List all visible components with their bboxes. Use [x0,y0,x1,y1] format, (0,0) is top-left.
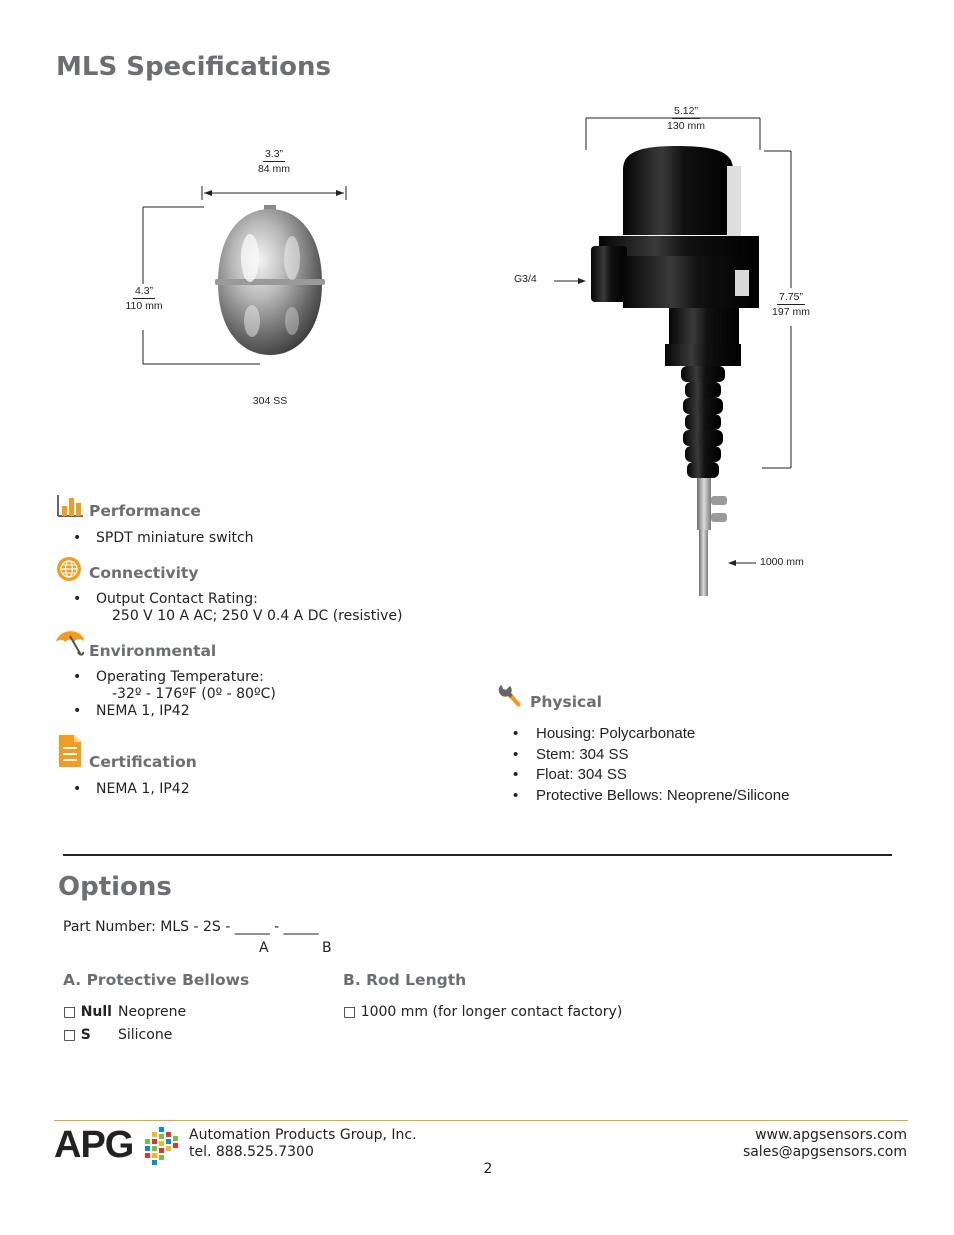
list-item: • SPDT miniature switch [56,530,254,547]
globe-icon [56,556,82,582]
float-width-mm: 84 mm [257,163,291,175]
bellows-option-null[interactable] [63,1004,187,1020]
switch-height-in: 7.75” [779,291,803,303]
certification-list [56,781,190,798]
option-code: S [80,1027,91,1043]
float-width-in: 3.3” [264,148,284,160]
rod-length-label: 1000 mm [760,556,804,568]
document-icon [57,733,83,769]
contact-rating-label: Output Contact Rating: [96,591,258,607]
float-width-dimension [244,147,304,176]
part-number-label-a: A [259,940,269,956]
float-height-in: 4.3” [134,285,154,297]
page-title: MLS Specifications [56,52,331,82]
connectivity-list [56,591,402,625]
rod-length-title: B. Rod Length [343,971,467,989]
list-item: • Float: 304 SS [496,765,789,786]
option-desc: Neoprene [118,1004,187,1020]
list-item: • Stem: 304 SS [496,745,789,766]
list-item [56,591,402,625]
float-material-label: 304 SS [252,395,288,407]
option-code: Null [80,1004,112,1020]
physical-title: Physical [530,693,602,711]
checkbox-icon[interactable]: □ [63,1027,77,1043]
rod-length-option[interactable] [343,1004,622,1020]
thread-arrow [552,274,588,288]
checkbox-icon[interactable]: □ [343,1004,357,1020]
bellows-option-s[interactable] [63,1027,173,1043]
thread-label: G3/4 [514,273,537,285]
protective-bellows-title: A. Protective Bellows [63,971,250,989]
company-tel: tel. 888.525.7300 [189,1144,314,1160]
switch-body-image [585,140,765,600]
rod-arrow [726,556,758,570]
connectivity-title: Connectivity [89,564,199,582]
float-ball-image [212,203,332,361]
apg-logo-mark-icon [143,1127,179,1165]
footer-company-block [189,1127,417,1161]
footer-contact-block [700,1127,907,1161]
option-desc: 1000 mm (for longer contact factory) [360,1004,623,1020]
company-name: Automation Products Group, Inc. [189,1127,417,1143]
performance-title: Performance [89,502,201,520]
list-item: • Housing: Polycarbonate [496,724,789,745]
operating-temp-value: -32º - 176ºF (0º - 80ºC) [112,686,276,702]
part-number-label-b: B [322,940,332,956]
list-item: • NEMA 1, IP42 [56,703,276,720]
umbrella-icon [54,628,86,658]
part-number: Part Number: MLS - 2S - _____ - _____ [63,919,319,935]
performance-list [56,530,254,547]
operating-temp-label: Operating Temperature: [96,669,264,685]
contact-rating-value: 250 V 10 A AC; 250 V 0.4 A DC (resistive) [112,608,403,624]
apg-logo: APG [54,1124,134,1166]
page-number: 2 [483,1161,493,1177]
option-desc: Silicone [118,1027,173,1043]
section-divider [63,854,892,856]
float-height-dimension [114,284,174,313]
physical-list [496,724,789,806]
switch-width-in: 5.12” [674,105,698,117]
list-item: • Protective Bellows: Neoprene/Silicone [496,786,789,807]
switch-width-mm: 130 mm [667,120,705,132]
footer-rule [54,1120,908,1121]
float-height-mm: 110 mm [125,300,163,312]
website-link[interactable]: www.apgsensors.com [755,1127,907,1143]
bar-chart-icon [56,494,84,518]
environmental-list [56,669,276,720]
wrench-icon [497,682,525,708]
certification-title: Certification [89,753,197,771]
options-title: Options [58,872,172,902]
email-link[interactable]: sales@apgsensors.com [742,1144,907,1160]
environmental-title: Environmental [89,642,217,660]
switch-height-mm: 197 mm [772,306,810,318]
list-item: • NEMA 1, IP42 [56,781,190,798]
switch-height-dimension [761,290,821,319]
checkbox-icon[interactable]: □ [63,1004,77,1020]
list-item [56,669,276,703]
